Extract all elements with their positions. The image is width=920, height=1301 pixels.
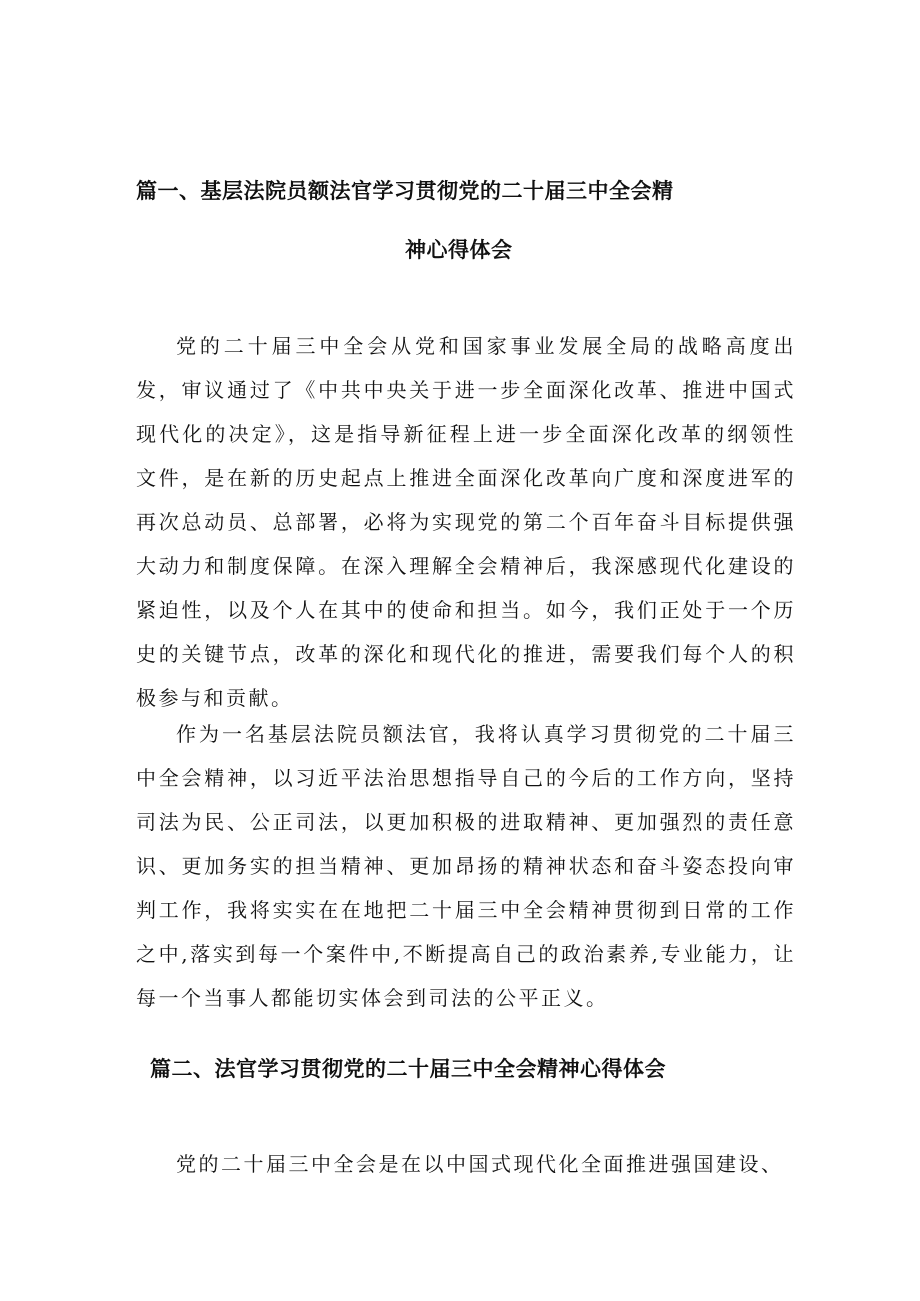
article2-paragraph1: 党的二十届三中全会是在以中国式现代化全面推进强国建设、 — [176, 1152, 784, 1176]
article1-paragraph2: 作为一名基层法院员额法官，我将认真学习贯彻党的二十届三中全会精神，以习近平法治思想指导自己的今后的工作方向，坚持司法为民、公正司法，以更加积极的进取精神、更加强烈的责任意识、更加务实的担当精神、更加昂扬的精神状态和奋斗姿态投向审判工作，我将实实在在地把二十届三中全会精神贯彻到日常的工作之中,落实到每一个案件中,不断提高自己的政治素养,专业能力，让每一个当事人都能切实体会到司法的公平正义。 — [136, 722, 796, 1010]
article1-paragraph1: 党的二十届三中全会从党和国家事业发展全局的战略高度出发，审议通过了《中共中央关于进一步全面深化改革、推进中国式现代化的决定》，这是指导新征程上进一步全面深化改革的纲领性文件，是在新的历史起点上推进全面深化改革向广度和深度进军的再次总动员、总部署，必将为实现党的第二个百年奋斗目标提供强大动力和制度保障。在深入理解全会精神后，我深感现代化建设的紧迫性，以及个人在其中的使命和担当。如今，我们正处于一个历史的关键节点，改革的深化和现代化的推进，需要我们每个人的积极参与和贡献。 — [136, 334, 796, 710]
article2-title: 篇二、法官学习贯彻党的二十届三中全会精神心得体会 — [150, 1057, 666, 1081]
article1-title-line2: 神心得体会 — [405, 238, 513, 262]
article1-title-line1: 篇一、基层法院员额法官学习贯彻党的二十届三中全会精 — [136, 179, 674, 203]
